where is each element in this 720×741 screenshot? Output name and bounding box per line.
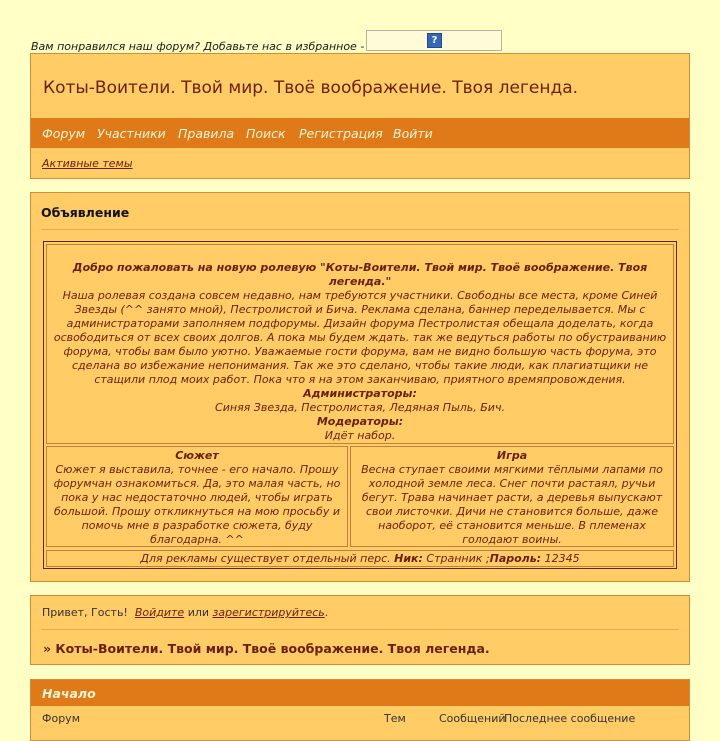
main-nav: [31, 118, 689, 148]
body-line: сделана во избежание непонимания. Так же это сделано, чтобы такие люди, как плагиатщики не: [71, 359, 649, 372]
announcement-heading: Объявление: [41, 205, 130, 220]
plot-line: большой. Прошу откликнуться на мою просьбу и: [54, 505, 340, 518]
body-line: форума, чтобы вам было уютно. Уважаемые гости форума, вам не видно большую часть форума, это: [63, 345, 657, 358]
guest-panel: [30, 595, 690, 665]
plot-line: помочь мне в разработке сюжета, буду: [81, 519, 313, 532]
admins-label: Администраторы:: [303, 387, 417, 400]
favorites-text: Вам понравился наш форум? Добавьте нас в избранное -: [31, 40, 365, 53]
announcement-main-cell: [46, 244, 674, 444]
game-title: Игра: [496, 449, 528, 462]
plot-line: благодарна. ^^: [150, 533, 244, 546]
game-line: холодной земле леса. Снег почти растаял, ручьи: [368, 477, 656, 490]
nick-value: Странник ;: [426, 552, 490, 565]
plot-title: Сюжет: [175, 449, 219, 462]
ads-text: Для рекламы существует отдельный перс.: [140, 552, 391, 565]
plot-line: пока у нас недостаточно людей, чтобы играть: [61, 491, 333, 504]
welcome-line: Добро пожаловать на новую ролевую "Коты-Воители. Твой мир. Твоё воображение. Твоя: [72, 261, 648, 274]
body-line: Наша ролевая создана совсем недавно, нам требуются участники. Свободны все места, кроме Синей: [62, 289, 658, 302]
help-icon[interactable]: ?: [427, 33, 442, 48]
hello-text: Привет, Гость!: [42, 606, 128, 619]
col-topics: Тем: [384, 712, 406, 725]
nav-login[interactable]: Войти: [393, 126, 433, 141]
game-line: наоборот, её становится меньше. В племенах: [378, 519, 646, 532]
register-link[interactable]: зарегистрируйтесь: [212, 606, 325, 619]
favorites-bar: [30, 30, 690, 52]
divider: [41, 629, 679, 630]
nav-members[interactable]: Участники: [97, 126, 166, 141]
game-line: бегут. Трава начинает расти, а деревья выпускают: [361, 491, 663, 504]
divider: [41, 229, 679, 230]
plot-line: форумчан ознакомиться. Да, это малая часть, но: [53, 477, 341, 490]
forum-category-panel: [30, 679, 690, 741]
plot-cell: [46, 446, 348, 547]
announcement-panel: [30, 192, 690, 582]
body-line: стащили плод моих работ. Пока что я на этом заканчиваю, приятного времяпровождения.: [94, 373, 626, 386]
greeting: [42, 606, 328, 619]
mods-list: Идёт набор.: [324, 429, 396, 442]
welcome-line: легенда.": [328, 275, 392, 288]
nav-forum[interactable]: Форум: [42, 126, 86, 141]
body-line: освободиться от всех своих долгов. А пока мы будем ждать. так же ведуться работы по обустраиванию: [53, 331, 667, 344]
nav-register[interactable]: Регистрация: [299, 126, 383, 141]
login-link[interactable]: Войдите: [134, 606, 185, 619]
period-text: .: [324, 606, 329, 619]
breadcrumb[interactable]: » Коты-Воители. Твой мир. Твоё воображение. Твоя легенда.: [43, 641, 490, 656]
mods-label: Модераторы:: [316, 415, 404, 428]
game-line: Весна ступает своими мягкими тёплыми лапами по: [361, 463, 663, 476]
ads-cell: [46, 550, 674, 567]
header-panel: [30, 53, 690, 179]
site-title: Коты-Воители. Твой мир. Твоё воображение. Твоя легенда.: [43, 78, 579, 98]
or-text: или: [187, 606, 210, 619]
category-title[interactable]: Начало: [42, 686, 96, 701]
announcement-table: [43, 241, 677, 569]
body-line: Звезды (^^ занято мной), Пестролистой и Бича. Реклама сделана, баннер переделывается. Мы с: [74, 303, 646, 316]
nav-search[interactable]: Поиск: [246, 126, 286, 141]
admins-list: Синяя Звезда, Пестролистая, Ледяная Пыль, Бич.: [215, 401, 505, 414]
active-topics-link[interactable]: Активные темы: [42, 157, 133, 170]
add-to-favorites-widget[interactable]: [366, 30, 502, 51]
col-last-post: Последнее сообщение: [504, 712, 636, 725]
category-header: [31, 680, 689, 706]
pass-label: Пароль:: [489, 552, 542, 565]
game-line: голодают воины.: [462, 533, 562, 546]
game-line: свои листочки. Дичи не становится больше, даже: [365, 505, 659, 518]
nick-label: Ник:: [394, 552, 423, 565]
nav-rules[interactable]: Правила: [178, 126, 235, 141]
col-forum: Форум: [42, 712, 80, 725]
body-line: администраторами заполняем подфорумы. Дизайн форума Пестролистая обещала доделать, когда: [66, 317, 654, 330]
col-posts: Сообщений: [439, 712, 506, 725]
plot-line: Сюжет я выставила, точнее - его начало. Прошу: [55, 463, 339, 476]
pass-value: 12345: [544, 552, 580, 565]
game-cell: [350, 446, 674, 547]
